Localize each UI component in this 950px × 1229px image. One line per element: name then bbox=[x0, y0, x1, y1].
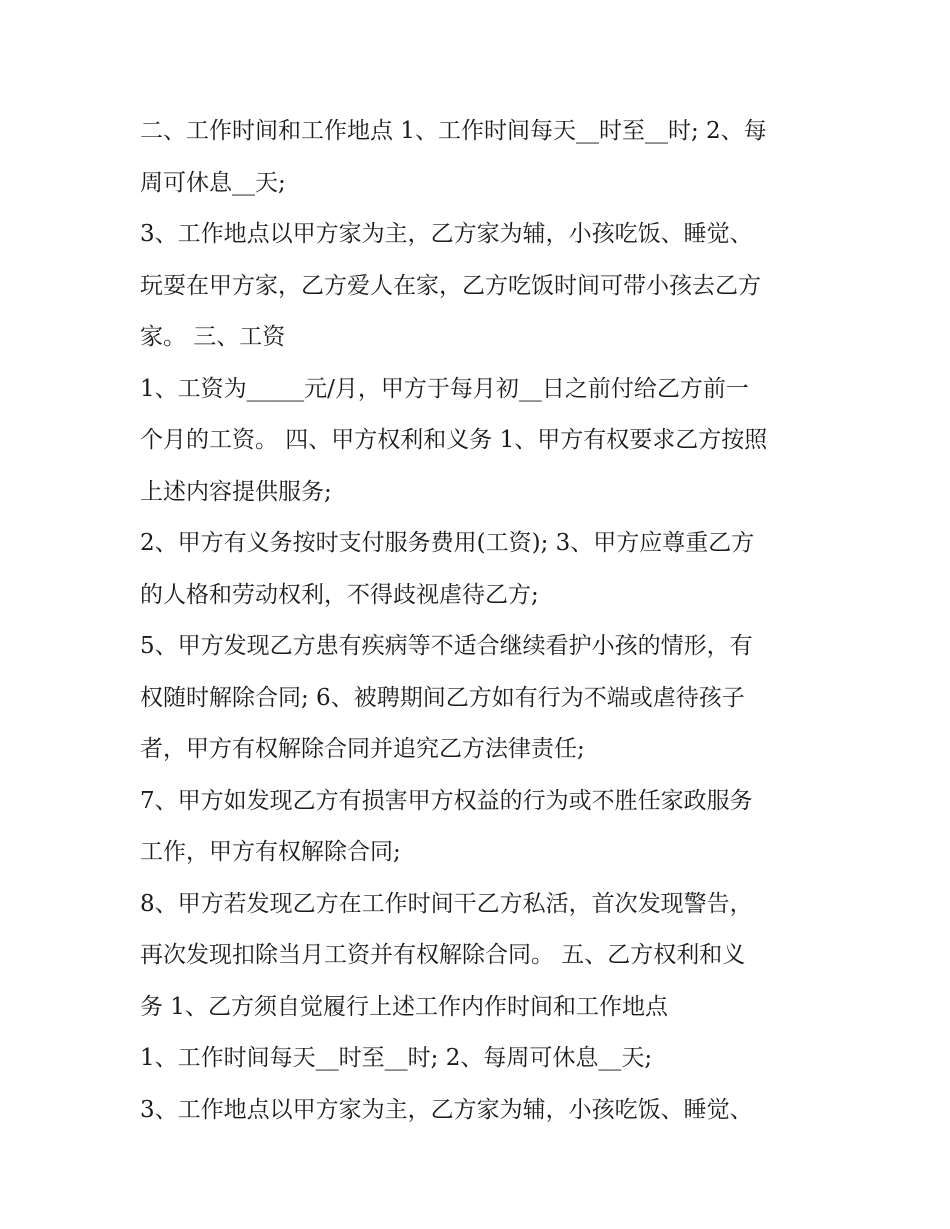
text-line: 家。 三、工资 bbox=[140, 324, 286, 350]
text-line: 3、工作地点以甲方家为主，乙方家为辅，小孩吃饭、睡觉、 bbox=[140, 1096, 753, 1123]
text-line: 周可休息__天; bbox=[140, 169, 286, 196]
text-line: 3、工作地点以甲方家为主，乙方家为辅，小孩吃饭、睡觉、 bbox=[140, 221, 753, 247]
text-line: 的人格和劳动权利，不得歧视虐待乙方; bbox=[140, 581, 539, 608]
text-line: 上述内容提供服务; bbox=[140, 478, 332, 505]
text-line: 2、甲方有义务按时支付服务费用(工资); 3、甲方应尊重乙方 bbox=[140, 530, 755, 556]
text-line: 7、甲方如发现乙方有损害甲方权益的行为或不胜任家政服务 bbox=[140, 787, 753, 814]
text-line: 5、甲方发现乙方患有疾病等不适合继续看护小孩的情形，有 bbox=[140, 633, 753, 659]
text-line: 再次发现扣除当月工资并有权解除合同。 五、乙方权利和义 bbox=[140, 942, 746, 968]
text-line: 权随时解除合同; 6、被聘期间乙方如有行为不端或虐待孩子 bbox=[140, 684, 745, 711]
text-line: 1、工资为_____元/月，甲方于每月初__日之前付给乙方前一 bbox=[140, 375, 749, 402]
text-line: 1、工作时间每天__时至__时; 2、每周可休息__天; bbox=[140, 1045, 653, 1071]
text-line: 8、甲方若发现乙方在工作时间干乙方私活，首次发现警告， bbox=[140, 890, 753, 917]
text-line: 玩耍在甲方家，乙方爱人在家，乙方吃饭时间可带小孩去乙方 bbox=[140, 272, 761, 299]
text-line: 个月的工资。 四、甲方权利和义务 1、甲方有权要求乙方按照 bbox=[140, 427, 768, 453]
text-line: 者，甲方有权解除合同并追究乙方法律责任; bbox=[140, 736, 585, 762]
text-line: 工作，甲方有权解除合同; bbox=[140, 839, 401, 865]
text-line: 二、工作时间和工作地点 1、工作时间每天__时至__时; 2、每 bbox=[140, 118, 767, 144]
contract-text bbox=[140, 106, 830, 1136]
text-line: 务 1、乙方须自觉履行上述工作内作时间和工作地点 bbox=[140, 993, 668, 1020]
